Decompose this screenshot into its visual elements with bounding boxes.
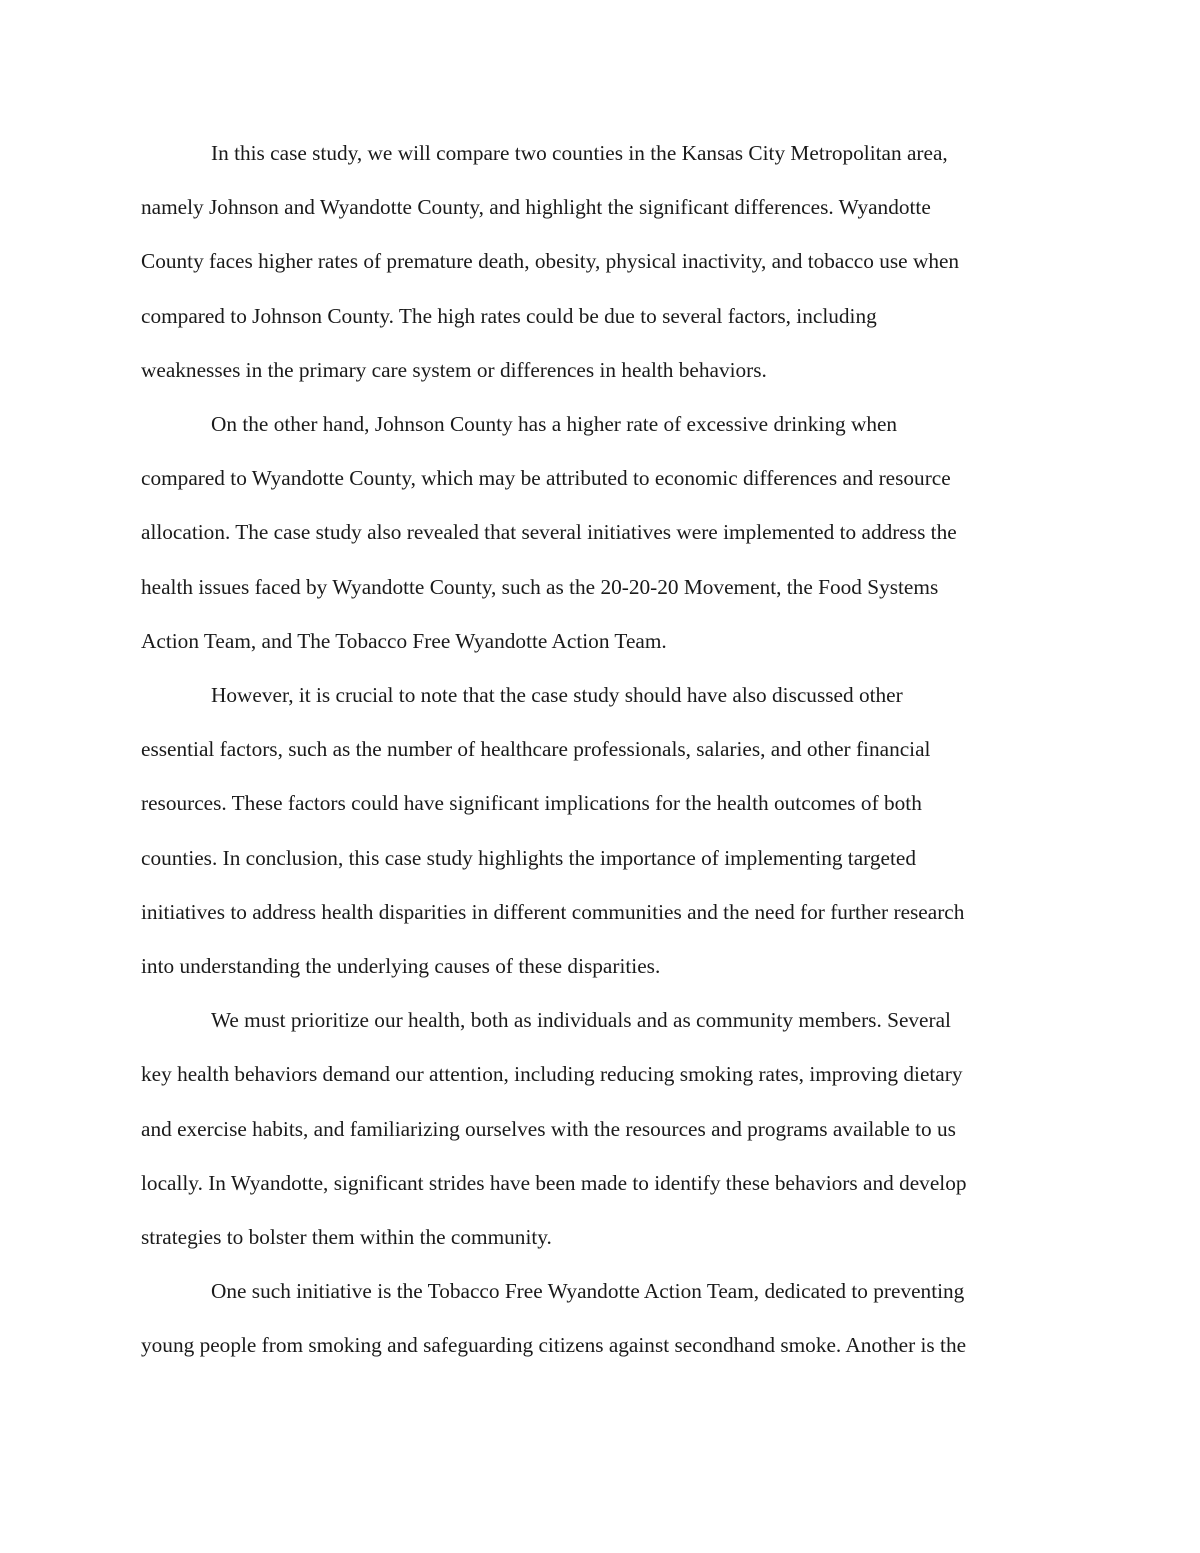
text-line: locally. In Wyandotte, significant strides have been made to identify these behaviors and develop [141, 1170, 967, 1195]
text-line: However, it is crucial to note that the case study should have also discussed other [211, 683, 903, 708]
text-line: essential factors, such as the number of healthcare professionals, salaries, and other financial [141, 737, 931, 762]
paragraph-5 [141, 1264, 1059, 1372]
paragraph-3 [141, 668, 1059, 993]
text-line: into understanding the underlying causes of these disparities. [141, 954, 661, 979]
text-line: counties. In conclusion, this case study highlights the importance of implementing targeted [141, 845, 917, 870]
text-line: initiatives to address health disparities in different communities and the need for further research [141, 899, 965, 924]
text-line: young people from smoking and safeguarding citizens against secondhand smoke. Another is the [141, 1333, 967, 1358]
text-line: strategies to bolster them within the community. [141, 1225, 552, 1250]
paragraph-2 [141, 397, 1059, 668]
document-body [141, 126, 1059, 1373]
text-line: key health behaviors demand our attention, including reducing smoking rates, improving dietary [141, 1062, 963, 1087]
text-line: compared to Wyandotte County, which may be attributed to economic differences and resource [141, 466, 951, 491]
text-line: In this case study, we will compare two counties in the Kansas City Metropolitan area, [211, 141, 948, 165]
text-line: compared to Johnson County. The high rates could be due to several factors, including [141, 303, 877, 328]
text-line: Action Team, and The Tobacco Free Wyandotte Action Team. [141, 628, 667, 653]
text-line: and exercise habits, and familiarizing ourselves with the resources and programs available to us [141, 1116, 956, 1141]
text-line: weaknesses in the primary care system or differences in health behaviors. [141, 357, 767, 382]
paragraph-4 [141, 993, 1059, 1264]
text-line: We must prioritize our health, both as individuals and as community members. Several [211, 1008, 951, 1033]
text-line: resources. These factors could have significant implications for the health outcomes of both [141, 791, 922, 816]
text-line: allocation. The case study also revealed that several initiatives were implemented to address the [141, 520, 957, 545]
text-line: County faces higher rates of premature death, obesity, physical inactivity, and tobacco use when [141, 249, 960, 274]
paragraph-1 [141, 126, 1059, 397]
text-line: namely Johnson and Wyandotte County, and highlight the significant differences. Wyandotte [141, 195, 931, 220]
text-line: On the other hand, Johnson County has a higher rate of excessive drinking when [211, 412, 898, 437]
text-line: health issues faced by Wyandotte County, such as the 20-20-20 Movement, the Food Systems [141, 574, 939, 599]
text-line: One such initiative is the Tobacco Free Wyandotte Action Team, dedicated to preventing [211, 1279, 965, 1304]
